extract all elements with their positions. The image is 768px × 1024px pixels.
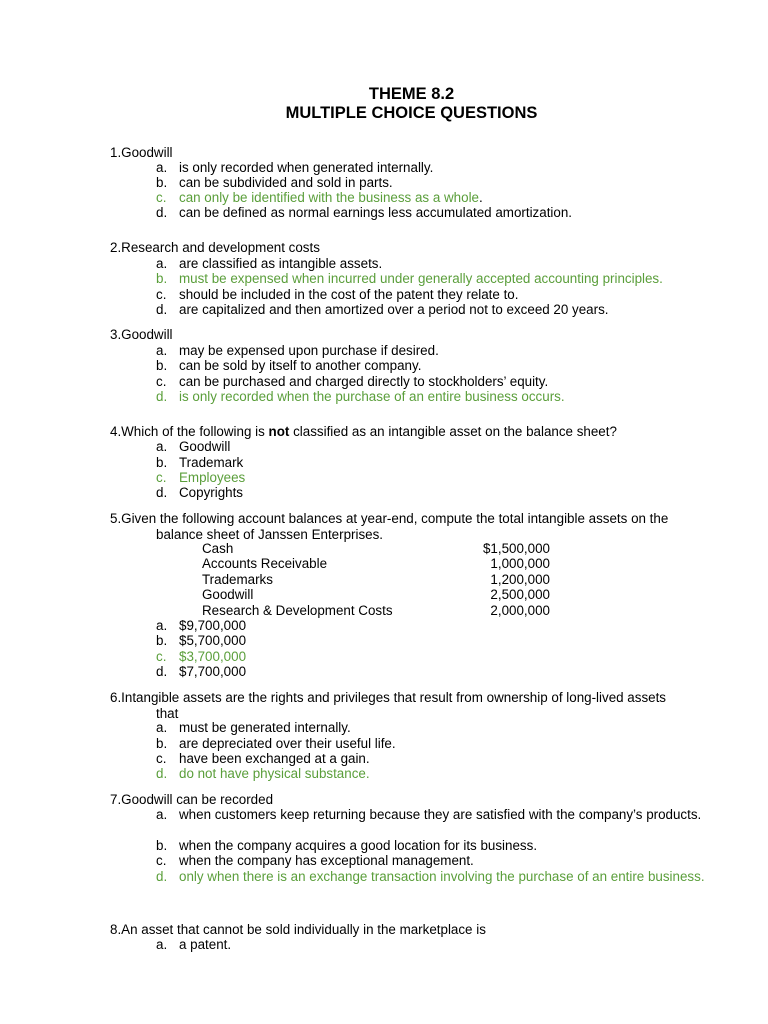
question-5-option-a: [156, 618, 713, 634]
question-3-option-d-correct: [156, 389, 713, 405]
option-letter: c.: [156, 470, 167, 485]
option-letter: d.: [156, 205, 168, 220]
question-7-stem: 7.Goodwill can be recorded: [110, 792, 274, 807]
option-text: are classified as intangible assets.: [179, 256, 383, 271]
question-6-stem-line-1: 6.Intangible assets are the rights and privileges that result from ownership of long-lived assets: [110, 690, 667, 705]
question-8-option-a: [156, 937, 713, 953]
option-text: $3,700,000: [179, 649, 247, 664]
option-text: when the company acquires a good location for its business.: [179, 838, 538, 853]
account-name: Accounts Receivable: [202, 556, 328, 571]
option-text: should be included in the cost of the patent they relate to.: [179, 287, 519, 302]
question-4-option-a: [156, 439, 713, 455]
account-amount: 2,500,000: [490, 587, 550, 602]
option-text: Trademark: [179, 455, 244, 470]
question-3-stem: 3.Goodwill: [110, 327, 173, 342]
option-text: must be generated internally.: [179, 720, 351, 735]
option-text: can only be identified with the business as a whole: [179, 190, 479, 205]
option-text: when the company has exceptional management.: [179, 853, 474, 868]
question-7-option-a: [156, 807, 713, 823]
option-letter: b.: [156, 175, 168, 190]
option-text: have been exchanged at a gain.: [179, 751, 370, 766]
question-7-option-c: [156, 853, 713, 869]
question-3-option-b: [156, 358, 713, 374]
question-6-stem-line-2: that: [156, 705, 179, 721]
option-letter: b.: [156, 271, 168, 286]
question-1-option-b: [156, 175, 713, 191]
option-text: can be sold by itself to another company.: [179, 358, 422, 373]
question-4-stem-emphasis: not: [268, 424, 290, 439]
question-6-option-a: [156, 720, 713, 736]
option-letter: d.: [156, 485, 168, 500]
option-letter: b.: [156, 455, 168, 470]
option-letter: a.: [156, 720, 168, 735]
option-text: are capitalized and then amortized over a period not to exceed 20 years.: [179, 302, 609, 317]
question-3-option-a: [156, 343, 713, 359]
option-text: may be expensed upon purchase if desired.: [179, 343, 439, 358]
question-8-stem: 8.An asset that cannot be sold individually in the marketplace is: [110, 922, 486, 937]
option-text: Copyrights: [179, 485, 244, 500]
question-5-stem: [110, 511, 713, 542]
question-4-stem: [110, 424, 713, 440]
option-letter: c.: [156, 190, 167, 205]
question-5-option-d: [156, 664, 713, 680]
question-4-option-d: [156, 485, 713, 501]
option-text: can be defined as normal earnings less accumulated amortization.: [179, 205, 573, 220]
option-letter: c.: [156, 374, 167, 389]
question-6-option-b: [156, 736, 713, 752]
option-letter: d.: [156, 302, 168, 317]
option-text: is only recorded when the purchase of an entire business occurs.: [179, 389, 565, 404]
option-letter: b.: [156, 736, 168, 751]
option-letter: a.: [156, 343, 168, 358]
option-letter: a.: [156, 937, 168, 952]
question-5-stem-line-2: balance sheet of Janssen Enterprises.: [156, 526, 384, 542]
document-subtitle: MULTIPLE CHOICE QUESTIONS: [285, 104, 538, 122]
question-6-option-c: [156, 751, 713, 767]
option-text: $5,700,000: [179, 633, 247, 648]
question-2-stem: 2.Research and development costs: [110, 240, 320, 255]
option-letter: a.: [156, 807, 168, 822]
question-7-option-d-correct: [156, 869, 713, 885]
question-7-option-b: [156, 838, 713, 854]
question-4-option-c-correct: [156, 470, 713, 486]
option-text: must be expensed when incurred under generally accepted accounting principles.: [179, 271, 663, 286]
option-letter: b.: [156, 633, 168, 648]
option-letter: d.: [156, 766, 168, 781]
question-6-option-d-correct: [156, 766, 713, 782]
question-2-option-a: [156, 256, 713, 272]
option-letter: a.: [156, 256, 168, 271]
option-letter: a.: [156, 618, 168, 633]
question-4-option-b: [156, 455, 713, 471]
option-text: Employees: [179, 470, 246, 485]
question-1-stem: 1.Goodwill: [110, 145, 173, 160]
question-5-option-b: [156, 633, 713, 649]
account-name: Research & Development Costs: [202, 603, 393, 618]
question-2-option-d: [156, 302, 713, 318]
option-letter: c.: [156, 287, 167, 302]
option-text: is only recorded when generated internally.: [179, 160, 434, 175]
account-amount: $1,500,000: [482, 541, 550, 556]
option-text: do not have physical substance.: [179, 766, 370, 781]
option-letter: c.: [156, 853, 167, 868]
option-text: Goodwill: [179, 439, 231, 454]
account-amount: 1,000,000: [490, 556, 550, 571]
question-2-option-b-correct: [156, 271, 713, 287]
option-letter: c.: [156, 751, 167, 766]
option-letter: d.: [156, 869, 168, 884]
option-letter: b.: [156, 838, 168, 853]
option-text: $7,700,000: [179, 664, 247, 679]
question-1-option-a: [156, 160, 713, 176]
option-text: are depreciated over their useful life.: [179, 736, 396, 751]
account-name: Goodwill: [202, 587, 254, 602]
question-4-stem-start: 4.Which of the following is: [110, 424, 269, 439]
option-text: a patent.: [179, 937, 232, 952]
option-letter: d.: [156, 389, 168, 404]
account-name: Trademarks: [202, 572, 273, 587]
option-letter: b.: [156, 358, 168, 373]
option-text: when customers keep returning because they are satisfied with the company’s products.: [179, 807, 702, 822]
option-trailing-period: .: [479, 190, 483, 205]
option-letter: c.: [156, 649, 167, 664]
question-1-option-d: [156, 205, 713, 221]
question-1-option-c-correct: [156, 190, 713, 206]
question-2-option-c: [156, 287, 713, 303]
question-5-stem-line-1: 5.Given the following account balances at year-end, compute the total intangible assets on the: [110, 511, 669, 526]
account-amount: 2,000,000: [490, 603, 550, 618]
option-letter: a.: [156, 439, 168, 454]
option-text: $9,700,000: [179, 618, 247, 633]
account-name: Cash: [202, 541, 234, 556]
option-text: can be purchased and charged directly to stockholders’ equity.: [179, 374, 549, 389]
option-text: can be subdivided and sold in parts.: [179, 175, 393, 190]
account-amount: 1,200,000: [490, 572, 550, 587]
question-4-stem-end: classified as an intangible asset on the balance sheet?: [289, 424, 617, 439]
question-5-option-c-correct: [156, 649, 713, 665]
question-6-stem: [110, 690, 713, 721]
option-letter: a.: [156, 160, 168, 175]
option-letter: d.: [156, 664, 168, 679]
option-text: only when there is an exchange transaction involving the purchase of an entire business.: [179, 869, 705, 884]
question-3-option-c: [156, 374, 713, 390]
document-title: THEME 8.2: [368, 85, 455, 103]
